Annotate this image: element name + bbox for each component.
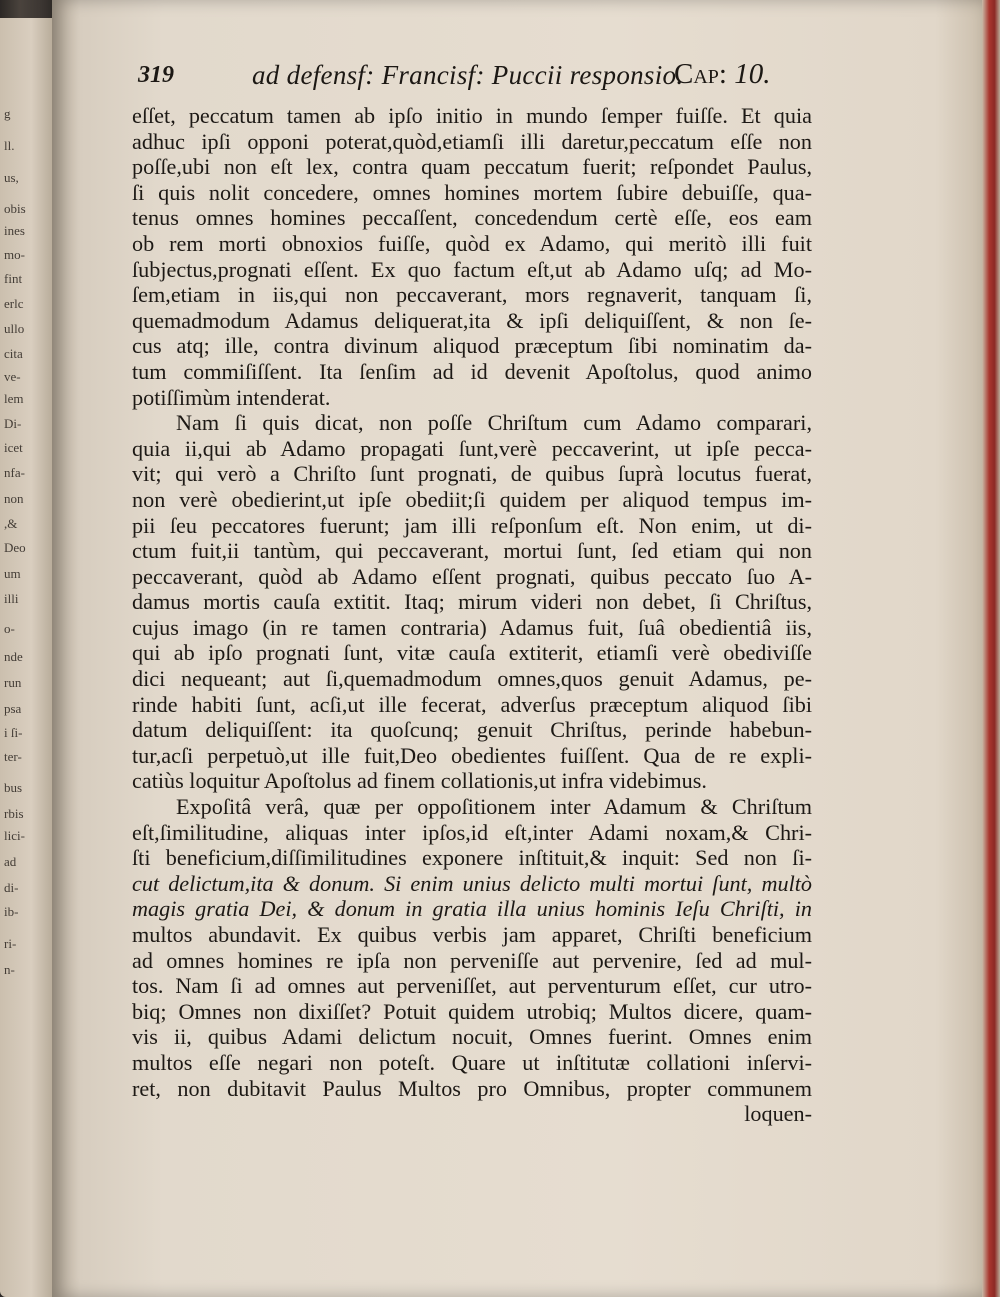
facing-page-fragment: cita (4, 346, 23, 361)
page-header (138, 58, 788, 100)
chapter-label: Cap: (674, 58, 727, 90)
facing-page-fragment: bus (4, 780, 23, 795)
facing-page-fragment: us, (4, 170, 19, 185)
facing-page-fragment: mo- (4, 247, 25, 262)
text-line: damus mortis cauſa extitit. Itaq; mirum videri non debet, ſi Chriſtus, (132, 589, 812, 615)
facing-page-fragment: rbis (4, 806, 24, 821)
text-line: vis ii, quibus Adami delictum nocuit, Omnes fuerint. Omnes enim (132, 1024, 812, 1050)
text-line: tenus omnes homines peccaſſent, concedendum certè eſſe, eos eam (132, 205, 812, 231)
text-line: biq; Omnes non dixiſſet? Potuit quidem utrobiq; Multos dicere, quam- (132, 998, 812, 1024)
chapter-heading (674, 58, 770, 91)
text-line: cus atq; ille, contra divinum aliquod præceptum ſibi nominatim da- (132, 333, 812, 359)
facing-page-fragment: ter- (4, 749, 22, 764)
text-line: magis gratia Dei, & donum in gratia illa unius hominis Ieſu Chriſti, in (132, 896, 812, 922)
facing-page-fragment: i ſi- (4, 725, 23, 740)
text-line: tos. Nam ſi ad omnes aut perveniſſet, aut perventurum eſſet, cur utro- (132, 973, 812, 999)
facing-page-fragment: run (4, 675, 22, 690)
facing-page-fragment: ullo (4, 321, 25, 336)
facing-page-fragment: erlc (4, 296, 24, 311)
facing-page-fragment: psa (4, 701, 22, 716)
facing-page-fragment: ll. (4, 138, 15, 153)
text-line: ſi quis nolit concedere, omnes homines mortem ſubire debuiſſe, qua- (132, 179, 812, 205)
text-line: non verè obedierint,ut ipſe obediit;ſi quidem per aliquod tempus im- (132, 486, 812, 512)
text-line: ret, non dubitavit Paulus Multos pro Omnibus, propter communem (132, 1075, 812, 1101)
facing-page-margin (0, 18, 52, 1297)
facing-page-fragment: nfa- (4, 465, 25, 480)
book-page (52, 0, 982, 1297)
text-line: cujus imago (in re tamen contraria) Adamus fuit, ſuâ obedientiâ iis, (132, 614, 812, 640)
facing-page-fragment: ib- (4, 904, 19, 919)
facing-page-fragment: lici- (4, 828, 25, 843)
facing-page-fragment: n- (4, 962, 15, 977)
facing-page-fragment: o- (4, 621, 15, 636)
text-line: adhuc ipſi opponi poterat,quòd,etiamſi illi daretur,peccatum eſſe non (132, 128, 812, 154)
text-line: eſt,ſimilitudine, aliquas inter ipſos,id eſt,inter Adami noxam,& Chri- (132, 819, 812, 845)
text-line: ctum fuit,ii tantùm, qui peccaverant, mortui ſunt, ſed etiam qui non (132, 538, 812, 564)
facing-page-fragment: di- (4, 880, 19, 895)
facing-page-fragment: nde (4, 649, 23, 664)
text-line: datum deliquiſſent: ita quoſcunq; genuit Chriſtus, perinde habebun- (132, 717, 812, 743)
facing-page-fragment: lem (4, 391, 24, 406)
text-line: multos abundavit. Ex quibus verbis jam apparet, Chriſti beneficium (132, 922, 812, 947)
text-line: ob rem morti obnoxios fuiſſe, quòd ex Adamo, qui meritò illi fuit (132, 230, 812, 256)
facing-page-fragment: ve- (4, 369, 21, 384)
body-text (132, 103, 812, 1127)
page-edge (982, 0, 1000, 1297)
text-line: loquen- (744, 1101, 812, 1127)
facing-page-fragment: ,& (4, 516, 18, 531)
text-line: ſem,etiam in iis,qui non peccaverant, mors regnaverit, tanquam ſi, (132, 282, 812, 308)
text-line: ad omnes homines re ipſa non perveniſſe aut pervenire, ſed ad mul- (132, 947, 812, 973)
text-line: catiùs loquitur Apoſtolus ad finem collationis,ut infra videbimus. (132, 768, 707, 794)
text-line: eſſet, peccatum tamen ab ipſo initio in mundo ſemper fuiſſe. Et quia (132, 103, 812, 128)
text-line: ſti beneficium,diſſimilitudines exponere inſtituit,& inquit: Sed non ſi- (132, 845, 812, 871)
text-line: potiſſimùm intenderat. (132, 384, 331, 410)
text-line: tur,acſi perpetuò,ut ille fuit,Deo obedientes fuiſſent. Qua de re expli- (132, 742, 812, 768)
page-number: 319 (138, 62, 174, 88)
facing-page-fragment: ines (4, 223, 25, 238)
chapter-number: 10. (734, 58, 771, 90)
text-line: Expoſitâ verâ, quæ per oppoſitionem inter Adamum & Chriſtum (176, 794, 812, 820)
text-line: peccaverant, quòd ab Adamo eſſent prognati, quibus peccato ſuo A- (132, 563, 812, 589)
facing-page-fragment: illi (4, 591, 19, 606)
text-line: dici nequeant; aut ſi,quemadmodum omnes,quos genuit Adamus, pe- (132, 666, 812, 692)
facing-page-fragment: um (4, 566, 21, 581)
facing-page-fragment: non (4, 491, 24, 506)
text-line: cut delictum,ita & donum. Si enim unius delicto multi mortui ſunt, multò (132, 870, 812, 896)
text-line: ſubjectus,prognati eſſent. Ex quo factum eſt,ut ab Adamo uſq; ad Mo- (132, 256, 812, 282)
facing-page-fragment: g (4, 106, 11, 121)
facing-page-fragment: obis (4, 201, 26, 216)
text-line: pii ſeu peccatores fuerunt; jam illi reſponſum eſt. Non enim, ut di- (132, 512, 812, 538)
text-line: multos eſſe negari non poteſt. Quare ut inſtitutæ collationi inſervi- (132, 1049, 812, 1075)
text-line: tum commiſiſſent. Ita ſenſim ad id devenit Apoſtolus, quod animo (132, 358, 812, 384)
text-line: qui ab ipſo prognati ſunt, vitæ cauſa extiterit, etiamſi verè obediviſſe (132, 640, 812, 666)
facing-page-fragment: ri- (4, 936, 17, 951)
facing-page-fragment: icet (4, 440, 23, 455)
facing-page-fragment: ad (4, 854, 17, 869)
text-line: quemadmodum Adamus deliquerat,ita & ipſi deliquiſſent, & non ſe- (132, 307, 812, 333)
text-line: vit; qui verò a Chriſto ſunt prognati, de quibus ſuprà locutus fuerat, (132, 461, 812, 487)
facing-page-fragment: fint (4, 271, 23, 286)
facing-page-fragment: Deo (4, 540, 26, 555)
facing-page-fragment: Di- (4, 416, 22, 431)
running-head: ad defensf: Francisf: Puccii responsio. (252, 60, 684, 90)
text-line: rinde habiti ſunt, acſi,ut ille fecerat, adverſus præceptum aliquod ſibi (132, 691, 812, 717)
text-line: Nam ſi quis dicat, non poſſe Chriſtum cum Adamo comparari, (176, 410, 812, 436)
text-line: poſſe,ubi non eſt lex, contra quam peccatum fuerit; reſpondet Paulus, (132, 154, 812, 180)
text-line: quia ii,qui ab Adamo propagati ſunt,verè peccaverint, ut ipſe pecca- (132, 435, 812, 461)
